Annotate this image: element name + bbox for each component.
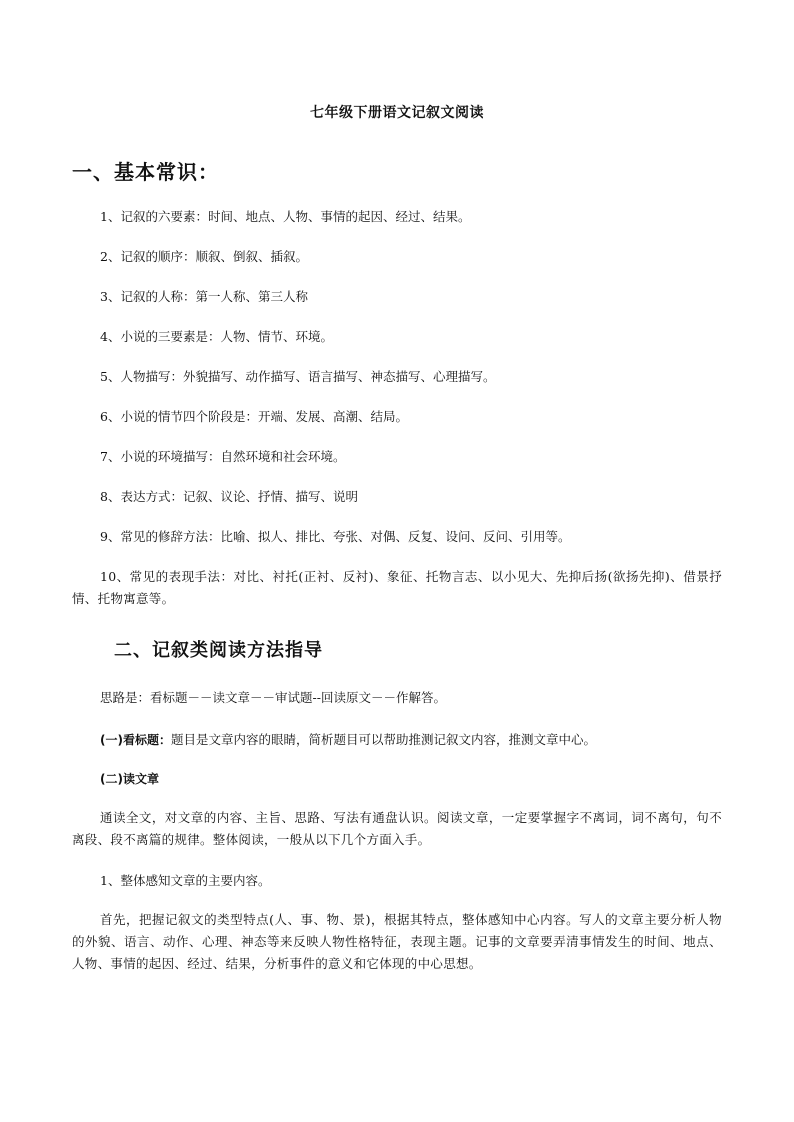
subsection-title-row	[100, 732, 596, 748]
list-item: 10、常见的表现手法：对比、衬托(正衬、反衬)、象征、托物言志、以小见大、先抑后扬(欲扬先抑)、借景抒情、托物寓意等。	[72, 569, 722, 606]
list-item: 8、表达方式：记叙、议论、抒情、描写、说明	[100, 489, 358, 504]
point-heading: 1、整体感知文章的主要内容。	[100, 873, 271, 888]
list-item: 9、常见的修辞方法：比喻、拟人、排比、夸张、对偶、反复、设问、反问、引用等。	[100, 529, 571, 544]
body-paragraph: 通读全文，对文章的内容、主旨、思路、写法有通盘认识。阅读文章，一定要掌握字不离词，词不离句，句不离段、段不离篇的规律。整体阅读，一般从以下几个方面入手。	[72, 810, 722, 847]
list-item: 5、人物描写：外貌描写、动作描写、语言描写、神态描写、心理描写。	[100, 369, 496, 384]
subsection-1-text: 题目是文章内容的眼睛，简析题目可以帮助推测记叙文内容，推测文章中心。	[170, 732, 596, 747]
approach-text: 思路是：看标题－－读文章－－审试题--回读原文－－作解答。	[100, 690, 446, 705]
list-item: 1、记叙的六要素：时间、地点、人物、事情的起因、经过、结果。	[100, 209, 471, 224]
list-item: 3、记叙的人称：第一人称、第三人称	[100, 289, 308, 304]
list-item: 4、小说的三要素是：人物、情节、环境。	[100, 329, 333, 344]
section2-heading: 二、记叙类阅读方法指导	[114, 640, 323, 661]
list-item: 6、小说的情节四个阶段是：开端、发展、高潮、结局。	[100, 409, 408, 424]
list-item: 2、记叙的顺序：顺叙、倒叙、插叙。	[100, 249, 308, 264]
subsection-1-label: (一)看标题：	[100, 733, 171, 747]
document-title: 七年级下册语文记叙文阅读	[310, 105, 484, 121]
list-item: 7、小说的环境描写：自然环境和社会环境。	[100, 449, 346, 464]
subsection-2-label: (二)读文章	[100, 772, 159, 786]
section1-heading: 一、基本常识：	[72, 160, 219, 184]
body-paragraph: 首先，把握记叙文的类型特点(人、事、物、景)，根据其特点，整体感知中心内容。写人的文章主要分析人物的外貌、语言、动作、心理、神态等来反映人物性格特征，表现主题。记事的文章要弄清事情发生的时间、地点、人物、事情的起因、经过、结果，分析事件的意义和它体现的中心思想。	[72, 912, 722, 971]
